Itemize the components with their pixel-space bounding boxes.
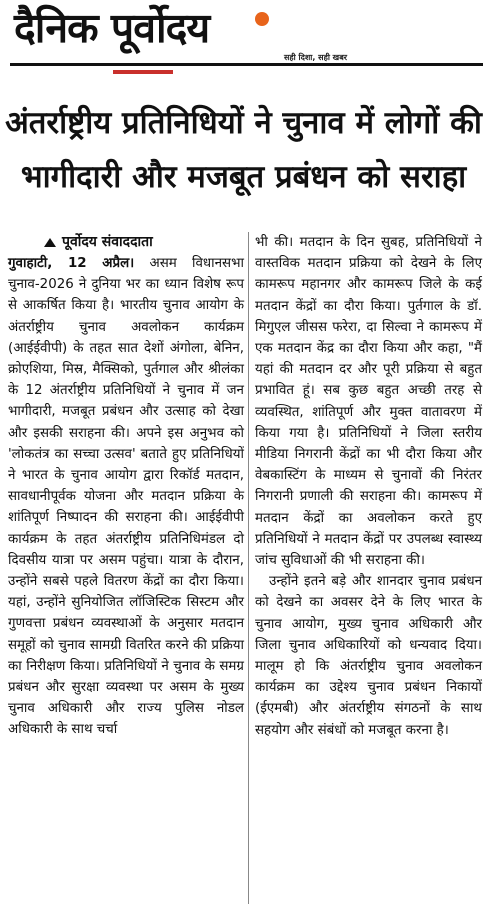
headline-line-1: अंतर्राष्ट्रीय प्रतिनिधियों ने चुनाव में लोगों की xyxy=(5,105,482,141)
dateline: गुवाहाटी, 12 अप्रैल। xyxy=(8,256,135,271)
left-column-body: असम विधानसभा चुनाव-2026 ने दुनिया भर का ध्यान विशेष रूप से आकर्षित किया है। भारतीय चुनाव आयोग के अंतर्राष्ट्रीय चुनाव अवलोकन कार्यक्रम (आईईवीपी) के तहत सात देशों अंगोला, बेनिन, क्रोएशिया, मिस्र, मैक्सिको, पुर्तगाल और श्रीलंका के 12 अंतर्राष्ट्रीय प्रतिनिधियों ने चुनाव में जन भागीदारी, मजबूत प्रबंधन और उत्साह को देखा और इसकी सराहना की। अपने इस अनुभव को 'लोकतंत्र का सच्चा उत्सव' बताते हुए प्रतिनिधियों ने भारत के चुनाव आयोग द्वारा रिकॉर्ड मतदान, सावधानीपूर्वक योजना और मतदान प्रक्रिया के शांतिपूर्ण निष्पादन की सराहना की। आईईवीपी कार्यक्रम के तहत अंतर्राष्ट्रीय प्रतिनिधिमंडल दो दिवसीय यात्रा पर असम पहुंचा। यात्रा के दौरान, उन्होंने सबसे पहले वितरण केंद्रों का दौरा किया। यहां, उन्होंने सुनियोजित लॉजिस्टिक सिस्टम और गुणवत्ता प्रबंधन व्यवस्थाओं के अनुसार मतदान समूहों को चुनाव सामग्री वितरित करने की प्रक्रिया का निरीक्षण किया। प्रतिनिधियों ने चुनाव के समग्र प्रबंधन और सुरक्षा व्यवस्था पर असम के मुख्य चुनाव अधिकारी और राज्य पुलिस नोडल अधिकारी के साथ चर्चा xyxy=(8,256,244,738)
article-right-column xyxy=(255,232,482,741)
byline xyxy=(8,232,244,253)
newspaper-logo: दैनिक पूर्वोदय xyxy=(14,4,210,52)
logo-sun-icon xyxy=(255,12,269,26)
byline-text: पूर्वोदय संवाददाता xyxy=(62,233,153,250)
tagline: सही दिशा, सही खबर xyxy=(284,53,348,62)
column-divider xyxy=(248,232,249,904)
right-column-paragraph-2: उन्होंने इतने बड़े और शानदार चुनाव प्रबंधन को देखने का अवसर देने के लिए भारत के चुनाव आयोग, मुख्य चुनाव अधिकारी और जिला चुनाव अधिकारियों को धन्यवाद दिया। मालूम हो कि अंतर्राष्ट्रीय चुनाव अवलोकन कार्यक्रम का उद्देश्य चुनाव प्रबंधन निकायों (ईएमबी) और अंतर्राष्ट्रीय संगठनों के साथ सहयोग और संबंधों को मजबूत करना है। xyxy=(255,574,482,738)
right-column-paragraph-1: भी की। मतदान के दिन सुबह, प्रतिनिधियों ने वास्तविक मतदान प्रक्रिया को देखने के लिए कामरूप महानगर और कामरूप जिले के कई मतदान केंद्रों का दौरा किया। पुर्तगाल के डॉ. मिगुएल जीसस फरेरा, दा सिल्वा ने कामरूप में एक मतदान केंद्र का दौरा किया और कहा, "मैं यहां की मतदान दर और पूरी प्रक्रिया से बहुत प्रभावित हूं। सब कुछ बहुत अच्छी तरह से व्यवस्थित, शांतिपूर्ण और मुक्त वातावरण में किया गया है। प्रतिनिधियों ने जिला स्तरीय मीडिया निगरानी केंद्रों का भी दौरा किया और वेबकास्टिंग के माध्यम से चुनावों की निरंतर निगरानी प्रणाली की सराहना की। कामरूप में मतदान केंद्रों का अवलोकन करते हुए प्रतिनिधियों ने मतदान केंद्रों पर उपलब्ध स्वास्थ्य जांच सुविधाओं की भी सराहना की। xyxy=(255,235,482,569)
article-left-column xyxy=(8,232,244,741)
masthead-rule xyxy=(10,63,483,66)
byline-arrow-icon xyxy=(44,238,56,247)
masthead-rule-accent xyxy=(113,70,173,74)
article-paragraph xyxy=(8,253,244,741)
masthead xyxy=(0,0,487,80)
article-headline xyxy=(0,96,487,204)
headline-line-2: भागीदारी और मजबूत प्रबंधन को सराहा xyxy=(20,159,467,195)
